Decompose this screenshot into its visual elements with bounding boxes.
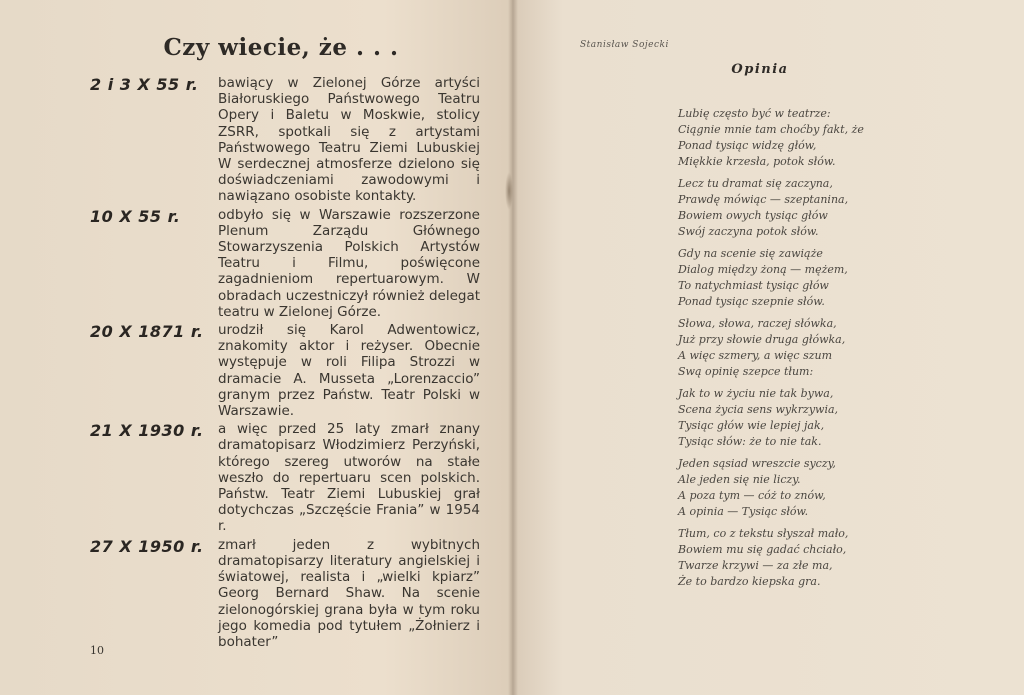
poem-line: Swą opinię szepce tłum: <box>678 365 814 378</box>
entry-date: 2 i 3 X 55 r. <box>90 75 199 94</box>
poem-line: Tysiąc głów wie lepiej jak, <box>678 419 825 432</box>
entry-text: odbyło się w Warszawie rozszerzone Plenum Zarządu Głównego Stowarzyszenia Polskich Artystów Teatru i Filmu, poświęcone zagadnieniom repertuarowym. W obradach uczestniczył również delegat teatru w Zielonej Górze. <box>218 206 481 320</box>
poem-stanza <box>678 106 918 170</box>
poem-line: To natychmiast tysiąc głów <box>678 279 829 292</box>
poem-title: Opinia <box>731 62 789 77</box>
poem-author: Stanisław Sojecki <box>580 40 669 50</box>
poem-stanza <box>678 456 918 520</box>
entry-text: a więc przed 25 laty zmarł znany dramatopisarz Włodzimierz Perzyński, którego szereg utworów na stałe weszło do repertuaru scen polskich. Państw. Teatr Ziemi Lubuskiej grał dotychczas „Szczęście Frania” w 1954 r. <box>218 421 480 535</box>
poem-stanza <box>678 526 918 590</box>
entry-1 <box>90 75 482 205</box>
poem-stanza <box>678 316 918 380</box>
poem-line: Gdy na scenie się zawiąże <box>678 247 823 260</box>
entry-text: zmarł jeden z wybitnych dramatopisarzy literatury angielskiej i światowej, realista i „wielki kpiarz” Georg Bernard Shaw. Na scenie zielonogórskiej grana była w tym roku jego komedia pod tytułem „Żołnierz i bohater” <box>218 536 480 650</box>
poem-line: A więc szmery, a więc szum <box>678 349 833 362</box>
poem-line: Lubię często być w teatrze: <box>678 107 831 120</box>
poem-line: Tysiąc słów: że to nie tak. <box>678 435 822 448</box>
poem-line: Jak to w życiu nie tak bywa, <box>678 387 834 400</box>
poem-stanza <box>678 246 918 310</box>
entry-date: 20 X 1871 r. <box>90 322 204 342</box>
poem-line: Dialog między żoną — mężem, <box>678 263 848 276</box>
entry-2 <box>90 207 482 320</box>
entry-date: 21 X 1930 r. <box>90 421 204 441</box>
poem-body <box>678 106 918 596</box>
poem-line: Ale jeden się nie liczy. <box>678 473 801 486</box>
poem-line: Miękkie krzesła, potok słów. <box>678 155 836 168</box>
poem-line: A poza tym — cóż to znów, <box>678 489 826 502</box>
poem-line: Bowiem owych tysiąc głów <box>678 209 828 222</box>
poem-line: Lecz tu dramat się zaczyna, <box>678 177 833 190</box>
poem-line: Twarze krzywi — za złe ma, <box>678 559 833 572</box>
ink-stain <box>505 172 513 210</box>
poem-line: Słowa, słowa, raczej słówka, <box>678 317 837 330</box>
entry-text: bawiący w Zielonej Górze artyści Białoruskiego Państwowego Teatru Opery i Baletu w Moskwie, stolicy ZSRR, spotkali się z artystami Państwowego Teatru Ziemi Lubuskiej W serdecznej atmosferze dzielono się doświadczeniami zawodowymi i nawiązano osobiste kontakty. <box>218 75 480 205</box>
entry-5 <box>90 537 482 650</box>
poem-stanza <box>678 176 918 240</box>
poem-line: Tłum, co z tekstu słyszał mało, <box>678 527 849 540</box>
poem-stanza <box>678 386 918 450</box>
poem-line: Swój zaczyna potok słów. <box>678 225 819 238</box>
left-page-title: Czy wiecie, że . . . <box>163 34 399 61</box>
poem-line: Już przy słowie druga główka, <box>678 333 846 346</box>
entry-text: urodził się Karol Adwentowicz, znakomity aktor i reżyser. Obecnie występuje w roli Filipa Strozzi w dramacie A. Musseta „Lorenzaccio” granym przez Państw. Teatr Polski w Warszawie. <box>218 322 480 420</box>
poem-line: Ciągnie mnie tam choćby fakt, że <box>678 123 864 136</box>
poem-line: Prawdę mówiąc — szeptanina, <box>678 193 849 206</box>
poem-line: Ponad tysiąc szepnie słów. <box>678 295 825 308</box>
poem-line: Ponad tysiąc widzę głów, <box>678 139 817 152</box>
entry-3 <box>90 322 482 419</box>
page-number: 10 <box>90 644 104 657</box>
poem-line: Że to bardzo kiepska gra. <box>678 575 821 588</box>
entry-date: 10 X 55 r. <box>90 206 181 226</box>
entry-date: 27 X 1950 r. <box>90 536 204 556</box>
entry-4 <box>90 421 482 534</box>
poem-line: Jeden sąsiad wreszcie syczy, <box>678 457 836 470</box>
poem-line: A opinia — Tysiąc słów. <box>678 505 809 518</box>
poem-line: Scena życia sens wykrzywia, <box>678 403 839 416</box>
poem-line: Bowiem mu się gadać chciało, <box>678 543 847 556</box>
